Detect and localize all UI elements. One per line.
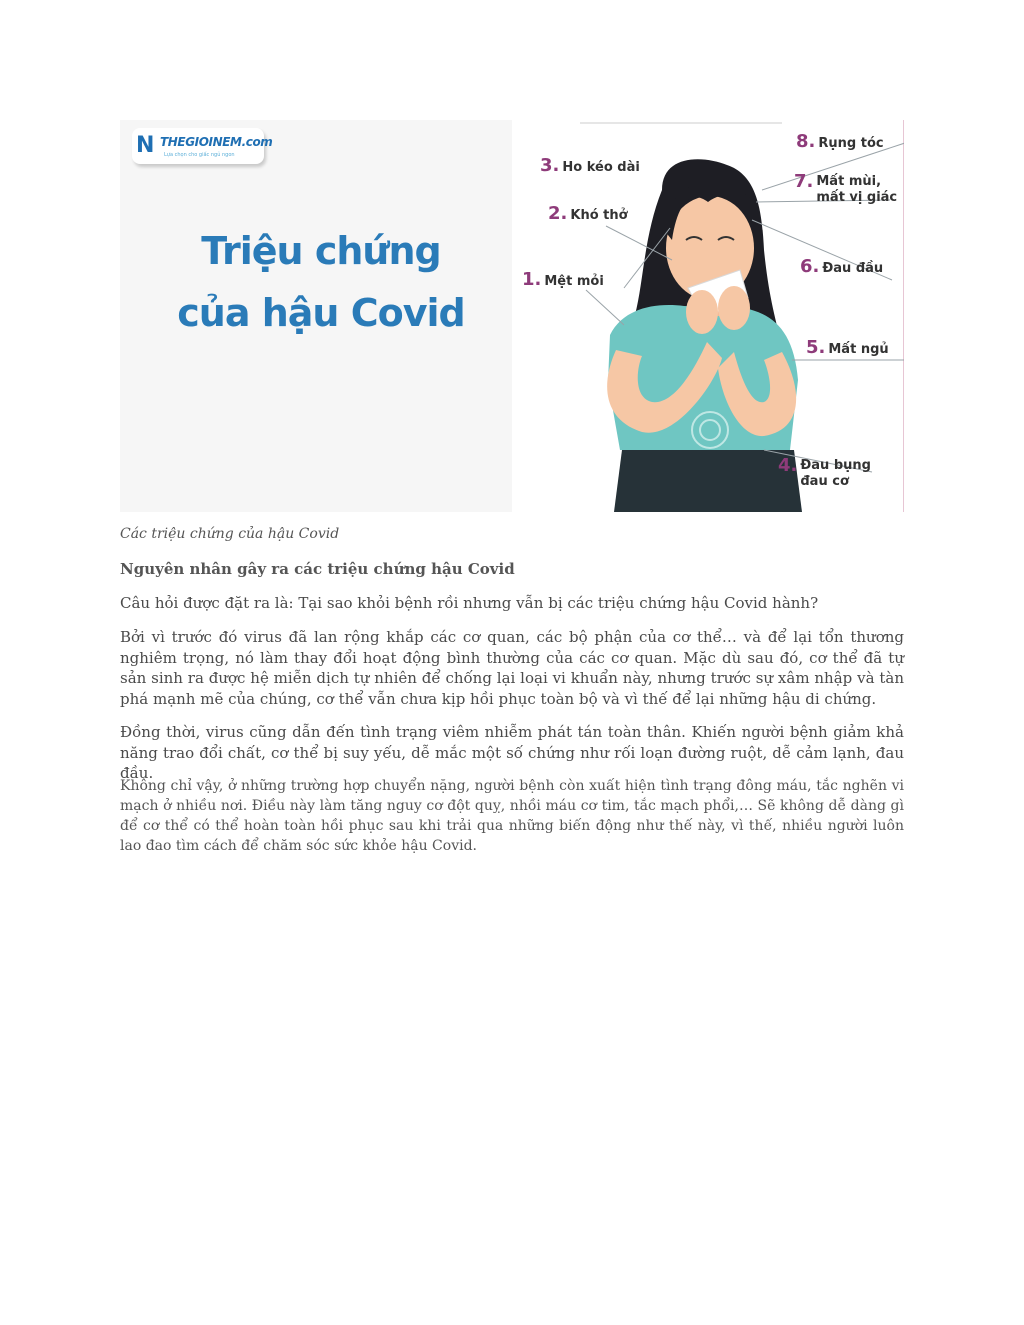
symptom-5 xyxy=(806,337,889,358)
symptom-8 xyxy=(796,131,884,152)
symptom-number: 2. xyxy=(548,203,568,224)
symptom-number: 5. xyxy=(806,337,826,358)
symptom-3 xyxy=(540,155,640,176)
paragraph-2: Bởi vì trước đó virus đã lan rộng khắp các cơ quan, các bộ phận của cơ thể… và để lại tổn thương nghiêm trọng, nó làm thay đổi hoạt động bình thường của các cơ quan. Mặc dù sau đó, cơ thể đã tự sản sinh ra được hệ miễn dịch tự nhiên để chống lại loại vi khuẩn này, nhưng trước sự xâm nhập và tàn phá mạnh mẽ của chúng, cơ thể vẫn chưa kịp hồi phục toàn bộ và vì thế để lại những hậu di chứng. xyxy=(120,628,904,708)
brand-logo xyxy=(132,128,273,164)
hand-right xyxy=(718,286,750,330)
symptom-number: 6. xyxy=(800,256,820,277)
symptom-number: 1. xyxy=(522,269,542,290)
symptom-7 xyxy=(794,171,898,206)
symptom-number: 4. xyxy=(778,455,798,476)
symptom-label: Ho kéo dài xyxy=(562,160,640,175)
logo-tagline: Lựa chọn cho giấc ngủ ngon xyxy=(164,152,235,158)
symptom-6 xyxy=(800,256,884,277)
logo-text: THEGIOINEM.com xyxy=(160,135,273,149)
symptom-infographic xyxy=(120,120,904,512)
symptom-number: 8. xyxy=(796,131,816,152)
infographic-title-line-1: Triệu chứng xyxy=(201,229,441,273)
symptom-2 xyxy=(548,203,628,224)
symptom-label-line-1: Mất mùi, xyxy=(816,174,882,189)
trousers xyxy=(614,450,802,512)
figure-caption: Các triệu chứng của hậu Covid xyxy=(120,526,340,542)
symptom-1 xyxy=(522,269,604,290)
symptom-number: 3. xyxy=(540,155,560,176)
symptom-label-line-2: mất vị giác xyxy=(816,190,898,205)
section-heading: Nguyên nhân gây ra các triệu chứng hậu Covid xyxy=(120,560,515,578)
symptom-label: Mệt mỏi xyxy=(544,274,604,289)
logo-mark-icon: N xyxy=(136,133,155,158)
paragraph-4: Không chỉ vậy, ở những trường hợp chuyển nặng, người bệnh còn xuất hiện tình trạng đông máu, tắc nghẽn vi mạch ở nhiều nơi. Điều này làm tăng nguy cơ đột quỵ, nhồi máu cơ tim, tắc mạch phổi,… Sẽ không dễ dàng gì để cơ thể có thể hoàn toàn hồi phục sau khi trải qua những biến động như thế này, vì thế, nhiều người luôn lao đao tìm cách để chăm sóc sức khỏe hậu Covid. xyxy=(120,778,904,854)
paragraph-1: Câu hỏi được đặt ra là: Tại sao khỏi bệnh rồi nhưng vẫn bị các triệu chứng hậu Covid hành? xyxy=(120,594,819,612)
infographic-title-panel xyxy=(120,120,512,512)
symptom-number: 7. xyxy=(794,171,814,192)
symptom-label-line-1: Đau bụng xyxy=(800,458,871,473)
symptom-label: Mất ngủ xyxy=(828,342,889,357)
infographic-title-line-2: của hậu Covid xyxy=(177,291,465,335)
symptom-4 xyxy=(778,455,871,490)
symptom-label-line-2: đau cơ xyxy=(800,474,849,489)
hand-left xyxy=(686,290,718,334)
symptom-label: Rụng tóc xyxy=(818,136,884,151)
symptom-label: Đau đầu xyxy=(822,261,884,276)
symptom-label: Khó thở xyxy=(570,208,628,223)
infographic-title xyxy=(156,220,486,344)
paragraph-3: Đồng thời, virus cũng dẫn đến tình trạng viêm nhiễm phát tán toàn thân. Khiến người bệnh giảm khả năng trao đổi chất, cơ thể bị suy yếu, dễ mắc một số chứng như rối loạn đường ruột, dễ cảm lạnh, đau đầu. xyxy=(120,723,904,782)
infographic-illustration-panel xyxy=(512,120,904,512)
